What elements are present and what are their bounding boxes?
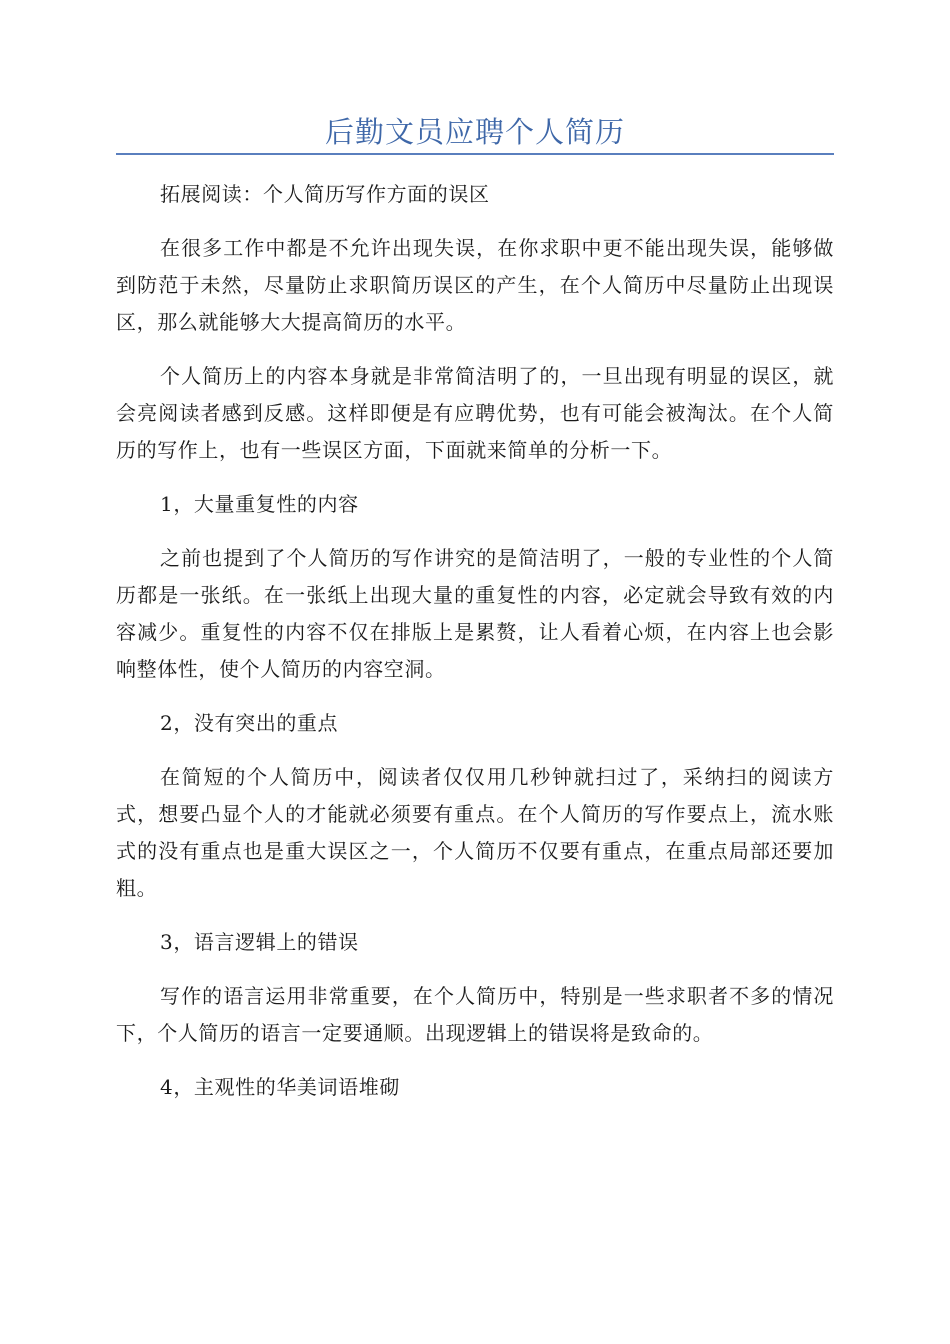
- paragraph-intro: 在很多工作中都是不允许出现失误，在你求职中更不能出现失误，能够做到防范于未然，尽量防止求职简历误区的产生，在个人简历中尽量防止出现误区，那么就能够大大提高简历的水平。: [116, 236, 834, 334]
- paragraph-section-3: 写作的语言运用非常重要，在个人简历中，特别是一些求职者不多的情况下，个人简历的语言一定要通顺。出现逻辑上的错误将是致命的。: [116, 984, 834, 1045]
- document-title: 后勤文员应聘个人简历: [324, 115, 625, 149]
- paragraph-section-1: 之前也提到了个人简历的写作讲究的是简洁明了，一般的专业性的个人简历都是一张纸。在一张纸上出现大量的重复性的内容，必定就会导致有效的内容减少。重复性的内容不仅在排版上是累赘，让人看着心烦，在内容上也会影响整体性，使个人简历的内容空洞。: [116, 546, 834, 681]
- section-heading-3: 3，语言逻辑上的错误: [160, 930, 359, 954]
- document-body: [116, 176, 834, 1123]
- title-underline: [116, 153, 834, 155]
- section-heading-1: 1，大量重复性的内容: [160, 492, 359, 516]
- section-heading-2: 2，没有突出的重点: [160, 711, 339, 735]
- paragraph-overview: 个人简历上的内容本身就是非常简洁明了的，一旦出现有明显的误区，就会亮阅读者感到反感。这样即便是有应聘优势，也有可能会被淘汰。在个人简历的写作上，也有一些误区方面，下面就来简单的分析一下。: [116, 364, 834, 462]
- section-heading-4: 4，主观性的华美词语堆砌: [160, 1075, 400, 1099]
- paragraph-extended-reading: 拓展阅读：个人简历写作方面的误区: [160, 182, 490, 206]
- paragraph-section-2: 在简短的个人简历中，阅读者仅仅用几秒钟就扫过了，采纳扫的阅读方式，想要凸显个人的才能就必须要有重点。在个人简历的写作要点上，流水账式的没有重点也是重大误区之一，个人简历不仅要有重点，在重点局部还要加粗。: [116, 765, 834, 900]
